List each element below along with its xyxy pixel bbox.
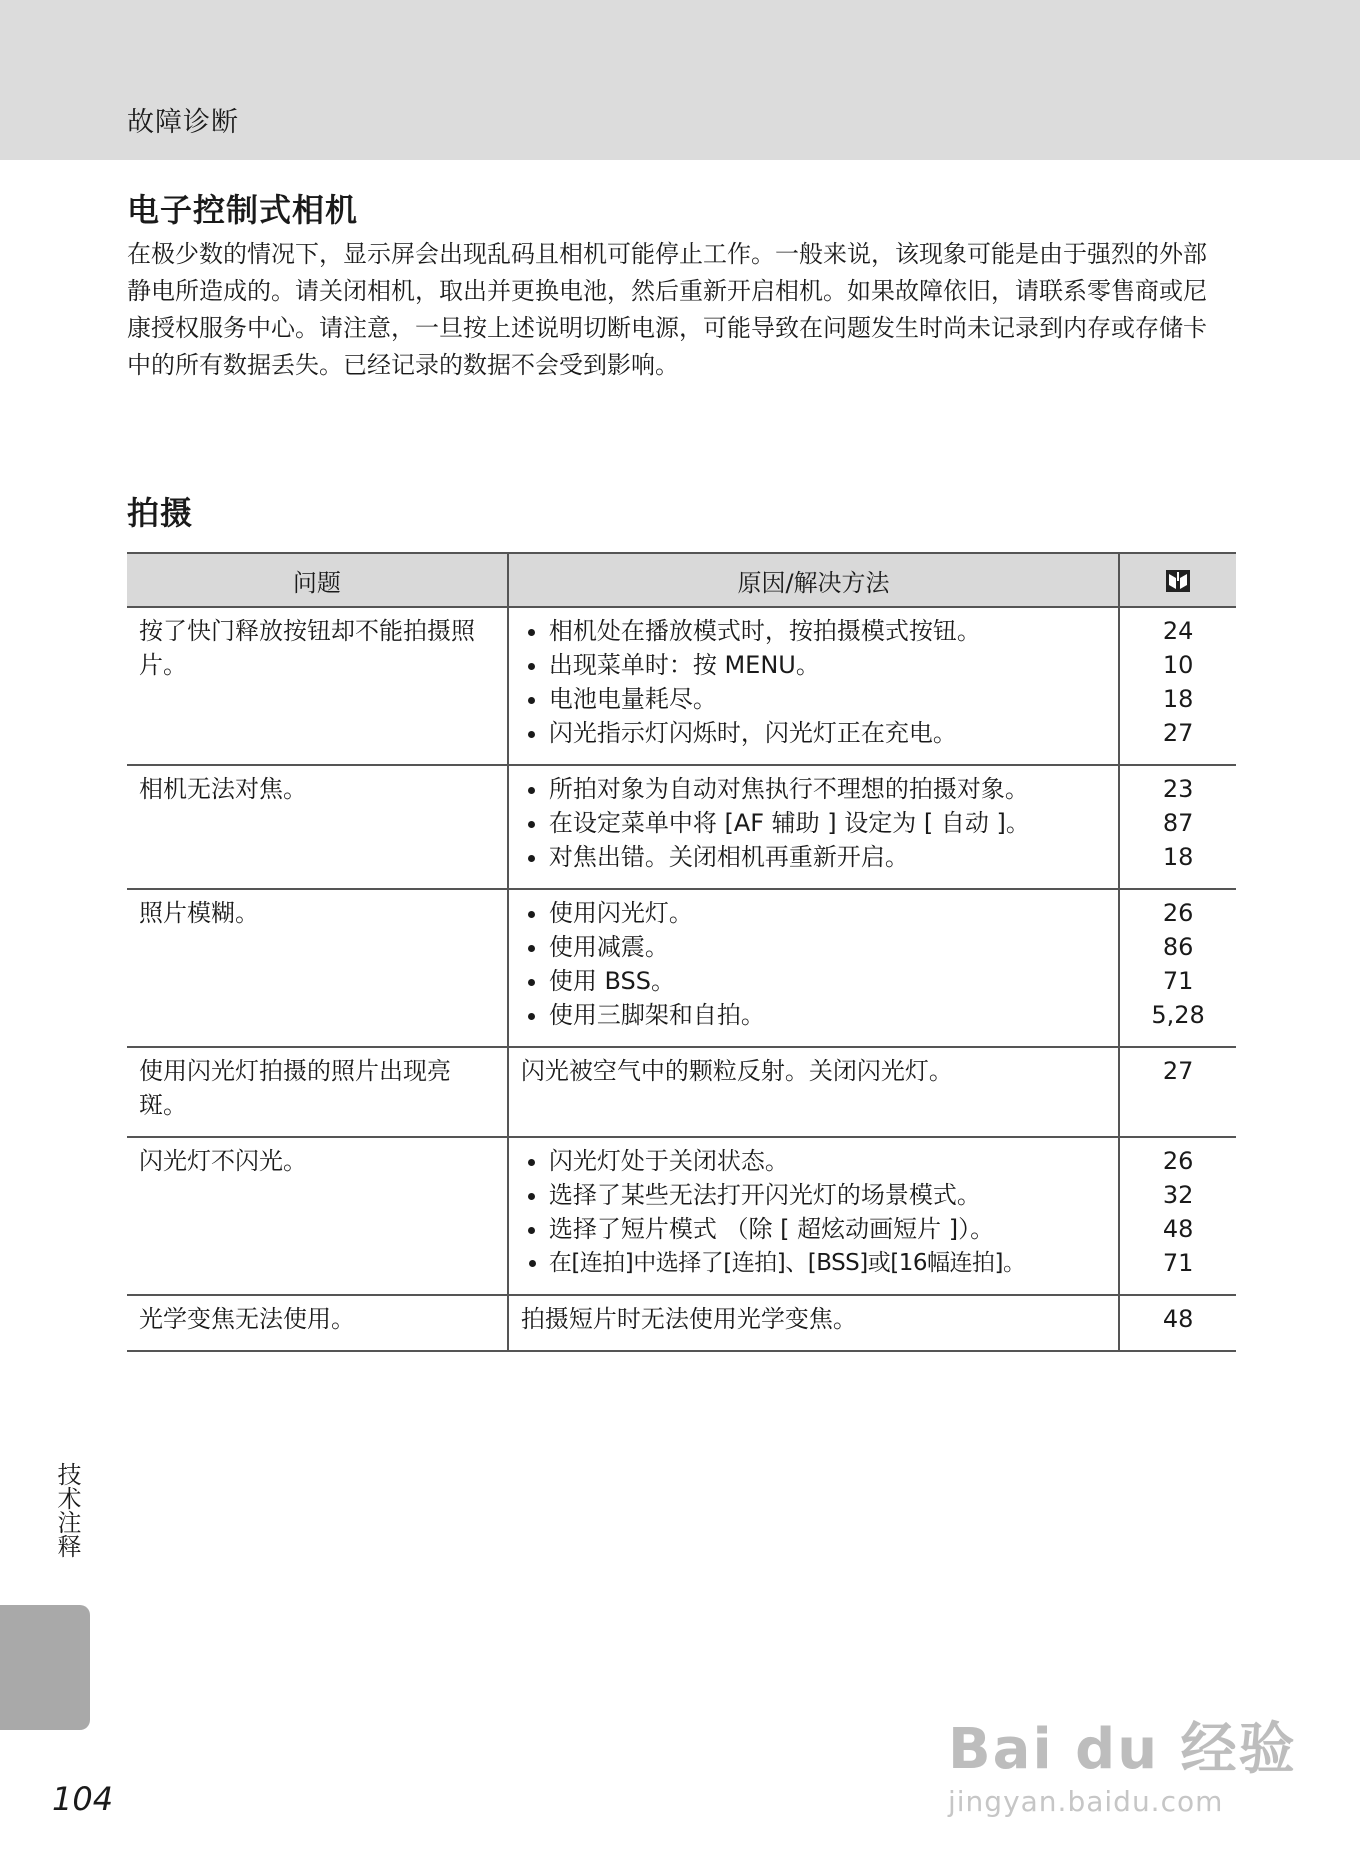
solution-list xyxy=(521,772,1106,874)
side-tab-block xyxy=(0,1605,90,1730)
page-ref: 71 xyxy=(1162,967,1194,995)
problem-cell: 按了快门释放按钮却不能拍摄照片。 xyxy=(127,607,508,765)
solution-cell xyxy=(508,607,1119,765)
list-item: • 在[连拍]中选择了[连拍]、[BSS]或[16幅连拍]。 xyxy=(549,1246,1106,1280)
list-item: • 对焦出错。关闭相机再重新开启。 xyxy=(549,840,1106,874)
running-title: 故障诊断 xyxy=(127,107,239,138)
list-item: • 选择了短片模式 （除 [ 超炫动画短片 ]）。 xyxy=(549,1212,1106,1246)
page-cell xyxy=(1119,1137,1236,1295)
page-number: 104 xyxy=(52,1780,114,1818)
solution-cell xyxy=(508,889,1119,1047)
page-cell xyxy=(1119,1295,1236,1351)
problem-cell: 相机无法对焦。 xyxy=(127,765,508,889)
solution-cell xyxy=(508,1137,1119,1295)
table-row xyxy=(127,1295,1236,1351)
table-header-row xyxy=(127,553,1236,607)
page-ref: 10 xyxy=(1162,651,1194,679)
page-ref: 18 xyxy=(1162,843,1194,871)
page-ref: 5,28 xyxy=(1151,1001,1205,1029)
page-ref: 18 xyxy=(1162,685,1194,713)
list-item: • 所拍对象为自动对焦执行不理想的拍摄对象。 xyxy=(549,772,1106,806)
table-body xyxy=(127,607,1236,1351)
solution-list xyxy=(521,614,1106,750)
troubleshooting-table xyxy=(127,552,1236,1352)
list-item: • 使用减震。 xyxy=(549,930,1106,964)
page-reference-icon xyxy=(1165,569,1191,593)
page-ref: 86 xyxy=(1162,933,1194,961)
table-row xyxy=(127,1137,1236,1295)
page-cell xyxy=(1119,765,1236,889)
page-ref: 27 xyxy=(1162,719,1194,747)
page-ref: 32 xyxy=(1162,1181,1194,1209)
header-problem: 问题 xyxy=(127,553,508,607)
solution-cell xyxy=(508,765,1119,889)
page-cell xyxy=(1119,889,1236,1047)
problem-cell: 使用闪光灯拍摄的照片出现亮斑。 xyxy=(127,1047,508,1137)
page-ref: 48 xyxy=(1162,1215,1194,1243)
problem-cell: 闪光灯不闪光。 xyxy=(127,1137,508,1295)
table-row xyxy=(127,889,1236,1047)
page-ref: 26 xyxy=(1162,1147,1194,1175)
page-cell xyxy=(1119,607,1236,765)
page-ref: 71 xyxy=(1162,1249,1194,1277)
solution-list xyxy=(521,1144,1106,1280)
list-item: • 使用闪光灯。 xyxy=(549,896,1106,930)
header-solution: 原因/解决方法 xyxy=(508,553,1119,607)
section-title-electronic-camera: 电子控制式相机 xyxy=(127,191,359,229)
table-row xyxy=(127,765,1236,889)
header-page-reference xyxy=(1119,553,1236,607)
page-ref: 23 xyxy=(1162,775,1194,803)
list-item: • 选择了某些无法打开闪光灯的场景模式。 xyxy=(549,1178,1106,1212)
table-row xyxy=(127,607,1236,765)
solution-cell: 拍摄短片时无法使用光学变焦。 xyxy=(508,1295,1119,1351)
list-item: • 出现菜单时：按 MENU。 xyxy=(549,648,1106,682)
list-item: • 相机处在播放模式时，按拍摄模式按钮。 xyxy=(549,614,1106,648)
page-ref: 87 xyxy=(1162,809,1194,837)
body-paragraph: 在极少数的情况下，显示屏会出现乱码且相机可能停止工作。一般来说，该现象可能是由于强烈的外部静电所造成的。请关闭相机，取出并更换电池，然后重新开启相机。如果故障依旧，请联系零售商或尼康授权服务中心。请注意，一旦按上述说明切断电源，可能导致在问题发生时尚未记录到内存或存储卡中的所有数据丢失。已经记录的数据不会受到影响。 xyxy=(127,240,1207,379)
list-item: • 电池电量耗尽。 xyxy=(549,682,1106,716)
watermark-brand: Bai du 经验 xyxy=(948,1717,1297,1782)
list-item: • 闪光灯处于关闭状态。 xyxy=(549,1144,1106,1178)
page-cell xyxy=(1119,1047,1236,1137)
side-tab-label: 技术注释 xyxy=(53,1462,81,1558)
page-ref: 48 xyxy=(1162,1305,1194,1333)
list-item: • 在设定菜单中将 [AF 辅助 ] 设定为 [ 自动 ]。 xyxy=(549,806,1106,840)
section-title-shooting: 拍摄 xyxy=(127,494,194,532)
list-item: • 使用 BSS。 xyxy=(549,964,1106,998)
problem-cell: 光学变焦无法使用。 xyxy=(127,1295,508,1351)
solution-list xyxy=(521,896,1106,1032)
page-ref: 24 xyxy=(1162,617,1194,645)
solution-cell: 闪光被空气中的颗粒反射。关闭闪光灯。 xyxy=(508,1047,1119,1137)
table-row xyxy=(127,1047,1236,1137)
list-item: • 闪光指示灯闪烁时，闪光灯正在充电。 xyxy=(549,716,1106,750)
watermark-url: jingyan.baidu.com xyxy=(948,1785,1224,1818)
list-item: • 使用三脚架和自拍。 xyxy=(549,998,1106,1032)
page-ref: 27 xyxy=(1162,1057,1194,1085)
page-ref: 26 xyxy=(1162,899,1194,927)
problem-cell: 照片模糊。 xyxy=(127,889,508,1047)
